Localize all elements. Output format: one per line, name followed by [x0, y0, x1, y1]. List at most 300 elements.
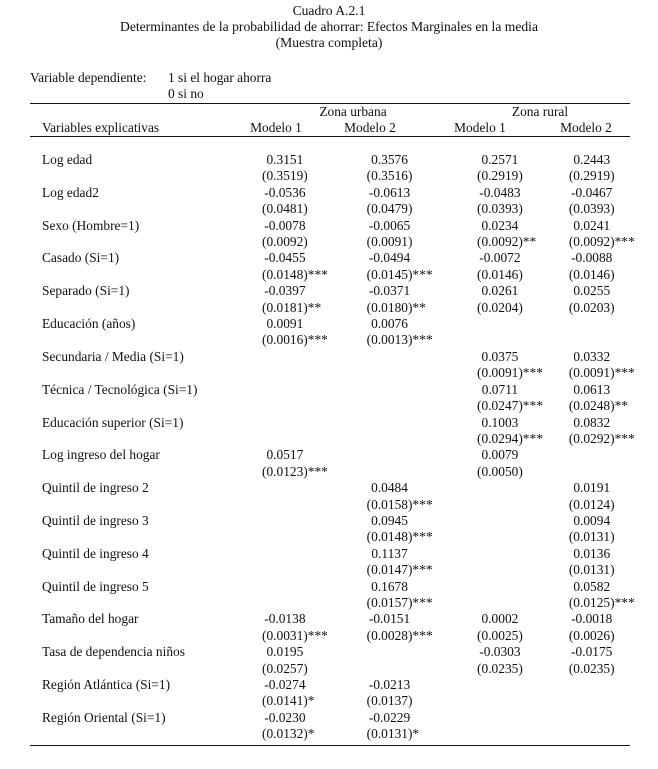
rural-model2-std-error: (0.0131): [568, 529, 615, 545]
urban-model2-std-error-cell: [333, 201, 447, 217]
variable-name: Log ingreso del hogar: [42, 447, 160, 463]
variable-name: Log edad2: [42, 184, 99, 200]
rural-model1-coefficient: -0.0303: [479, 644, 521, 660]
rural-model2-coefficient: 0.0613: [573, 381, 611, 397]
rural-model2-header: Modelo 2: [560, 120, 612, 135]
rural-model1-std-error-cell: [446, 497, 553, 513]
blank-cell: [30, 398, 237, 414]
blank-cell: [30, 693, 237, 709]
std-error-wrap: [262, 463, 328, 480]
table-row-se: [30, 431, 630, 447]
urban-model1-coefficient: [237, 513, 333, 529]
rural-model1-coefficient: [446, 480, 553, 496]
rural-model2-significance-stars: ***: [614, 430, 635, 446]
rural-model1-significance-stars: ***: [522, 430, 543, 446]
rural-model2-std-error: (0.0292): [568, 430, 615, 446]
rural-model2-coefficient: 0.0094: [573, 512, 611, 528]
rural-model2-coefficient: 0.0241: [573, 217, 611, 233]
std-error-wrap: [367, 168, 413, 184]
table-row-coef: [30, 250, 630, 266]
table-row-se: [30, 464, 630, 480]
urban-model1-std-error-cell: [237, 168, 333, 184]
std-error-wrap: [477, 628, 523, 644]
urban-model1-std-error: (0.0092): [262, 234, 308, 250]
urban-model1-coefficient: 0.0517: [266, 447, 304, 463]
rural-model1-coefficient: 0.0711: [481, 381, 519, 397]
std-error-wrap: [569, 529, 615, 545]
urban-model2-coefficient: -0.0065: [368, 217, 411, 233]
table-row-se: [30, 234, 630, 250]
table-row-se: [30, 267, 630, 283]
urban-model1-coefficient: -0.0397: [264, 283, 306, 299]
table-row-coef: [30, 579, 630, 595]
rural-model2-std-error: (0.0393): [568, 201, 615, 217]
urban-model1-std-error-cell: [237, 595, 333, 611]
variable-name: Sexo (Hombre=1): [42, 217, 140, 233]
std-error-wrap: [262, 726, 315, 742]
std-error-wrap: [367, 234, 413, 250]
std-error-wrap: [477, 201, 523, 217]
std-error-wrap: [477, 661, 523, 677]
variable-name: Región Oriental (Si=1): [42, 709, 166, 725]
rural-model1-std-error-cell: [446, 464, 553, 480]
rural-model2-std-error: (0.0235): [568, 660, 615, 676]
table-row-coef: [30, 513, 630, 529]
urban-model1-significance-stars: *: [307, 693, 315, 709]
urban-model1-coefficient: [237, 579, 333, 595]
std-error-wrap: [262, 332, 328, 348]
rural-model2-std-error: (0.0092): [568, 234, 615, 250]
urban-model2-std-error: (0.0131): [366, 726, 413, 742]
std-error-wrap: [262, 234, 308, 250]
rural-model1-std-error-cell: [446, 201, 553, 217]
urban-model1-coefficient: [237, 349, 333, 365]
urban-model1-std-error-cell: [237, 398, 333, 414]
urban-model1-std-error: (0.0141): [262, 693, 308, 709]
blank-cell: [30, 726, 237, 742]
urban-model2-coefficient: [333, 644, 447, 660]
urban-model2-header: Modelo 2: [344, 120, 396, 135]
urban-model2-significance-stars: ***: [412, 266, 433, 282]
table-row-coef: [30, 480, 630, 496]
bottom-rule: [30, 745, 630, 746]
blank-cell: [30, 529, 237, 545]
table-number: Cuadro A.2.1: [292, 3, 366, 18]
rural-model2-std-error: (0.0146): [568, 266, 615, 282]
urban-model2-significance-stars: ***: [412, 627, 433, 643]
table-row-se: [30, 168, 630, 184]
rural-model1-coefficient: 0.2571: [481, 152, 519, 167]
std-error-wrap: [262, 168, 308, 184]
rural-model1-std-error: (0.0050): [477, 463, 523, 479]
std-error-wrap: [569, 300, 615, 316]
table-row-coef: [30, 218, 630, 234]
blank-cell: [30, 562, 237, 578]
rural-model2-std-error-cell: [553, 234, 635, 250]
rural-model2-significance-stars: ***: [614, 365, 635, 381]
blank-cell: [30, 628, 237, 644]
table-row-coef: [30, 677, 630, 693]
rural-model2-coefficient: [553, 316, 630, 332]
blank-cell: [30, 464, 237, 480]
urban-model1-std-error-cell: [237, 726, 333, 742]
rural-model2-std-error: (0.0248): [568, 398, 615, 414]
rural-model2-std-error-cell: [553, 365, 635, 381]
std-error-wrap: [366, 529, 433, 545]
variable-name: Quintil de ingreso 4: [42, 545, 149, 561]
std-error-wrap: [366, 594, 433, 611]
table-row-coef: [30, 710, 630, 726]
rural-model1-std-error-cell: [446, 365, 553, 381]
rural-model2-std-error: (0.0026): [568, 627, 615, 643]
urban-model2-coefficient: 0.0945: [371, 512, 408, 528]
table-subtitle: (Muestra completa): [275, 35, 383, 50]
urban-model2-coefficient: [333, 415, 447, 431]
variable-name: Log edad: [42, 152, 93, 167]
rural-model2-std-error-cell: [553, 562, 630, 578]
std-error-wrap: [366, 332, 433, 348]
variable-name: Región Atlántica (Si=1): [42, 677, 171, 692]
table-row-se: [30, 332, 630, 348]
urban-model2-std-error-cell: [333, 234, 447, 250]
table-row-se: [30, 529, 630, 545]
rural-model1-coefficient: 0.0002: [481, 611, 519, 627]
dependent-variable-value-1: 1 si el hogar ahorra: [168, 70, 272, 85]
table-row-se: [30, 201, 630, 217]
urban-model2-std-error: (0.0137): [366, 693, 413, 709]
urban-model2-std-error-cell: [333, 661, 447, 677]
std-error-wrap: [568, 594, 635, 611]
urban-model2-coefficient: 0.1137: [371, 545, 408, 561]
table-row-se: [30, 497, 630, 513]
std-error-wrap: [262, 266, 328, 283]
rural-model1-std-error-cell: [446, 693, 553, 709]
urban-model1-coefficient: 0.0195: [266, 644, 304, 660]
rural-model2-std-error-cell: [553, 661, 630, 677]
table-row-coef: [30, 152, 630, 168]
rural-model1-std-error: (0.0235): [477, 660, 523, 676]
urban-model1-std-error: (0.0031): [262, 627, 308, 643]
urban-model1-std-error: (0.0123): [262, 463, 308, 479]
urban-model2-significance-stars: ***: [412, 332, 433, 348]
urban-model2-significance-stars: ***: [412, 496, 433, 512]
variable-name: Educación superior (Si=1): [42, 414, 184, 430]
rural-model2-std-error: (0.0091): [568, 365, 615, 381]
urban-model2-std-error-cell: [333, 464, 447, 480]
rural-model1-std-error-cell: [446, 628, 553, 644]
std-error-wrap: [477, 300, 523, 316]
rural-model2-std-error-cell: [553, 300, 630, 316]
urban-model2-std-error-cell: [333, 398, 447, 414]
table-row-se: [30, 398, 630, 414]
urban-model1-coefficient: [237, 546, 333, 562]
urban-model1-std-error: (0.0148): [262, 266, 308, 282]
rural-model2-std-error: (0.0131): [568, 562, 615, 578]
table-row-se: [30, 726, 630, 742]
rural-model1-coefficient: 0.0234: [481, 217, 519, 233]
urban-model1-coefficient: -0.0536: [264, 184, 306, 200]
std-error-wrap: [477, 234, 537, 250]
urban-model1-std-error: (0.0481): [262, 201, 308, 217]
blank-cell: [30, 267, 237, 283]
urban-model2-coefficient: [333, 447, 447, 463]
rural-model2-std-error-cell: [553, 398, 630, 414]
urban-model1-std-error-cell: [237, 464, 333, 480]
table-row-se: [30, 300, 630, 316]
urban-model1-std-error: (0.0181): [262, 299, 308, 315]
std-error-wrap: [477, 365, 543, 381]
rural-model2-coefficient: 0.0832: [573, 414, 611, 430]
rural-model2-std-error: (0.0125): [568, 594, 615, 610]
rural-model1-std-error-cell: [446, 661, 553, 677]
urban-model1-std-error: (0.0257): [262, 660, 308, 676]
blank-cell: [30, 168, 237, 184]
rural-model1-coefficient: -0.0483: [479, 184, 521, 200]
table-caption: [0, 3, 658, 51]
table-row-coef: [30, 283, 630, 299]
urban-model2-coefficient: [333, 349, 447, 365]
urban-model1-coefficient: [237, 415, 333, 431]
table-row-se: [30, 562, 630, 578]
urban-model2-std-error-cell: [333, 595, 447, 611]
rural-model2-coefficient: 0.0191: [573, 480, 611, 496]
urban-model2-std-error-cell: [333, 628, 447, 644]
urban-model2-std-error-cell: [333, 693, 447, 709]
rural-model2-coefficient: -0.0467: [571, 184, 613, 200]
rural-model2-coefficient: 0.0582: [573, 578, 611, 594]
variable-name: Quintil de ingreso 3: [42, 512, 149, 528]
urban-model2-coefficient: -0.0494: [368, 250, 411, 266]
urban-model1-coefficient: -0.0078: [264, 217, 306, 233]
blank-cell: [30, 431, 237, 447]
std-error-wrap: [367, 201, 413, 217]
urban-model2-std-error: (0.0158): [366, 496, 413, 512]
rural-model1-significance-stars: **: [522, 234, 537, 250]
table-row-coef: [30, 382, 630, 398]
std-error-wrap: [262, 661, 308, 677]
std-error-wrap: [477, 267, 523, 283]
rural-model1-coefficient: 0.0261: [481, 283, 519, 299]
urban-model2-coefficient: -0.0151: [368, 611, 411, 627]
urban-model2-significance-stars: *: [412, 726, 420, 742]
rural-model2-std-error: (0.0203): [568, 299, 615, 315]
urban-model2-coefficient: -0.0213: [368, 677, 411, 692]
header-rule: [30, 136, 630, 137]
rural-model1-std-error: (0.0092): [477, 234, 523, 250]
zone-rural-header: Zona rural: [511, 104, 569, 119]
table-row-se: [30, 365, 630, 381]
variable-name: Quintil de ingreso 2: [42, 480, 149, 496]
std-error-wrap: [568, 234, 635, 250]
std-error-wrap: [569, 628, 615, 644]
rural-model1-std-error-cell: [446, 234, 553, 250]
rural-model1-std-error-cell: [446, 168, 553, 184]
urban-model2-std-error-cell: [333, 726, 447, 742]
std-error-wrap: [366, 496, 433, 513]
urban-model1-significance-stars: ***: [307, 463, 328, 479]
std-error-wrap: [262, 693, 315, 709]
urban-model2-coefficient: 0.0484: [371, 480, 408, 496]
variables-column-header: Variables explicativas: [42, 120, 160, 135]
rural-model2-std-error-cell: [553, 464, 630, 480]
table-row-se: [30, 693, 630, 709]
urban-model1-header: Modelo 1: [250, 120, 302, 135]
variable-name: Quintil de ingreso 5: [42, 578, 149, 594]
urban-model2-significance-stars: ***: [412, 562, 433, 578]
table-row-coef: [30, 185, 630, 201]
table-row-coef: [30, 644, 630, 660]
urban-model2-coefficient: 0.1678: [371, 578, 408, 594]
urban-model1-coefficient: -0.0138: [264, 611, 306, 627]
rural-model1-std-error-cell: [446, 398, 553, 414]
blank-cell: [30, 365, 237, 381]
dependent-variable-value-0: 0 si no: [168, 86, 204, 101]
urban-model1-std-error-cell: [237, 529, 333, 545]
rural-model1-std-error: (0.0091): [477, 365, 523, 381]
rural-model2-std-error-cell: [553, 529, 630, 545]
rural-model2-significance-stars: ***: [614, 594, 635, 610]
urban-model2-std-error: (0.0147): [366, 562, 413, 578]
std-error-wrap: [568, 398, 628, 414]
rural-model1-std-error: (0.0393): [477, 201, 523, 217]
urban-model1-significance-stars: **: [307, 299, 322, 315]
rural-model2-coefficient: 0.0332: [573, 348, 611, 364]
rural-model2-coefficient: [553, 677, 630, 693]
rural-model2-significance-stars: **: [614, 398, 628, 414]
std-error-wrap: [569, 497, 615, 513]
dependent-variable: [30, 70, 271, 102]
variable-name: Secundaria / Media (Si=1): [42, 348, 184, 364]
urban-model2-std-error: (0.0145): [366, 266, 413, 282]
rural-model1-std-error-cell: [446, 529, 553, 545]
rural-model1-coefficient: -0.0072: [479, 250, 521, 266]
urban-model1-std-error-cell: [237, 267, 333, 283]
urban-model1-coefficient: [237, 480, 333, 496]
rural-model2-std-error-cell: [553, 168, 630, 184]
std-error-wrap: [569, 168, 615, 184]
std-error-wrap: [569, 201, 615, 217]
std-error-wrap: [366, 299, 426, 316]
dependent-variable-label: Variable dependiente:: [30, 70, 147, 85]
blank-cell: [30, 661, 237, 677]
rural-model1-header: Modelo 1: [454, 120, 506, 135]
rural-model1-std-error-cell: [446, 726, 553, 742]
rural-model1-std-error-cell: [446, 562, 553, 578]
table-row-coef: [30, 349, 630, 365]
table-row-se: [30, 628, 630, 644]
std-error-wrap: [262, 627, 328, 644]
variable-name: Casado (Si=1): [42, 250, 120, 266]
std-error-wrap: [262, 299, 322, 316]
variable-name: Separado (Si=1): [42, 283, 130, 299]
table-row-coef: [30, 611, 630, 627]
urban-model1-significance-stars: ***: [307, 266, 328, 282]
std-error-wrap: [477, 398, 543, 414]
rural-model2-std-error-cell: [553, 594, 635, 611]
urban-model1-std-error-cell: [237, 661, 333, 677]
rural-model1-std-error: (0.0146): [477, 266, 523, 282]
rural-model1-coefficient: [446, 546, 553, 562]
urban-model2-std-error-cell: [333, 332, 447, 348]
urban-model1-std-error-cell: [237, 332, 333, 348]
urban-model2-coefficient: 0.3576: [371, 152, 408, 167]
rural-model2-coefficient: -0.0018: [571, 611, 613, 627]
urban-model1-std-error-cell: [237, 300, 333, 316]
blank-cell: [30, 497, 237, 513]
urban-model1-coefficient: [237, 382, 333, 398]
urban-model2-significance-stars: **: [412, 299, 426, 315]
variable-name: Técnica / Tecnológica (Si=1): [42, 381, 198, 397]
std-error-wrap: [366, 562, 433, 578]
std-error-wrap: [262, 201, 308, 217]
std-error-wrap: [366, 627, 433, 644]
urban-model2-std-error: (0.0013): [366, 332, 413, 348]
rural-model1-std-error-cell: [446, 300, 553, 316]
urban-model2-std-error: (0.0028): [366, 627, 413, 643]
rural-model1-coefficient: [446, 579, 553, 595]
table-row-coef: [30, 316, 630, 332]
urban-model2-std-error: (0.3516): [366, 168, 413, 184]
variable-name: Educación (años): [42, 316, 136, 332]
urban-model2-coefficient: -0.0371: [368, 283, 411, 299]
urban-model1-coefficient: -0.0230: [264, 709, 306, 725]
rural-model2-std-error-cell: [553, 201, 630, 217]
urban-model2-coefficient: -0.0613: [368, 184, 411, 200]
std-error-wrap: [367, 693, 413, 709]
blank-cell: [30, 332, 237, 348]
urban-model2-std-error-cell: [333, 300, 447, 316]
urban-model2-std-error: (0.0091): [366, 234, 413, 250]
rural-model1-coefficient: [446, 316, 553, 332]
urban-model1-std-error: (0.0016): [262, 332, 308, 348]
urban-model2-std-error-cell: [333, 529, 447, 545]
rural-model1-std-error: (0.0025): [477, 627, 523, 643]
urban-model2-std-error-cell: [333, 168, 447, 184]
urban-model2-std-error-cell: [333, 562, 447, 578]
std-error-wrap: [569, 562, 615, 578]
rural-model2-std-error-cell: [553, 267, 630, 283]
urban-model1-std-error-cell: [237, 562, 333, 578]
std-error-wrap: [568, 365, 635, 381]
rural-model1-coefficient: [446, 677, 553, 693]
std-error-wrap: [569, 661, 615, 677]
std-error-wrap: [477, 464, 523, 480]
urban-model1-std-error-cell: [237, 365, 333, 381]
urban-model2-std-error-cell: [333, 365, 447, 381]
rural-model1-std-error-cell: [446, 267, 553, 283]
zone-urban-header: Zona urbana: [319, 104, 387, 119]
urban-model2-std-error-cell: [333, 267, 447, 283]
rural-model1-std-error-cell: [446, 595, 553, 611]
std-error-wrap: [569, 267, 615, 283]
urban-model1-significance-stars: ***: [307, 627, 328, 643]
std-error-wrap: [366, 726, 420, 742]
urban-model2-significance-stars: ***: [412, 529, 433, 545]
rural-model1-coefficient: 0.0375: [481, 348, 519, 364]
rural-model2-std-error: (0.2919): [568, 168, 615, 184]
urban-model2-std-error: (0.0479): [366, 201, 413, 217]
urban-model1-coefficient: 0.0091: [266, 316, 304, 332]
rural-model2-std-error-cell: [553, 726, 630, 742]
rural-model2-coefficient: -0.0088: [571, 250, 613, 266]
urban-model1-std-error: (0.0132): [262, 726, 308, 742]
rural-model1-std-error: (0.2919): [477, 168, 523, 184]
rural-model2-coefficient: [553, 710, 630, 726]
urban-model2-std-error: (0.0148): [366, 529, 413, 545]
rural-model2-coefficient: 0.0136: [573, 545, 611, 561]
table-row-se: [30, 595, 630, 611]
std-error-wrap: [477, 430, 543, 447]
